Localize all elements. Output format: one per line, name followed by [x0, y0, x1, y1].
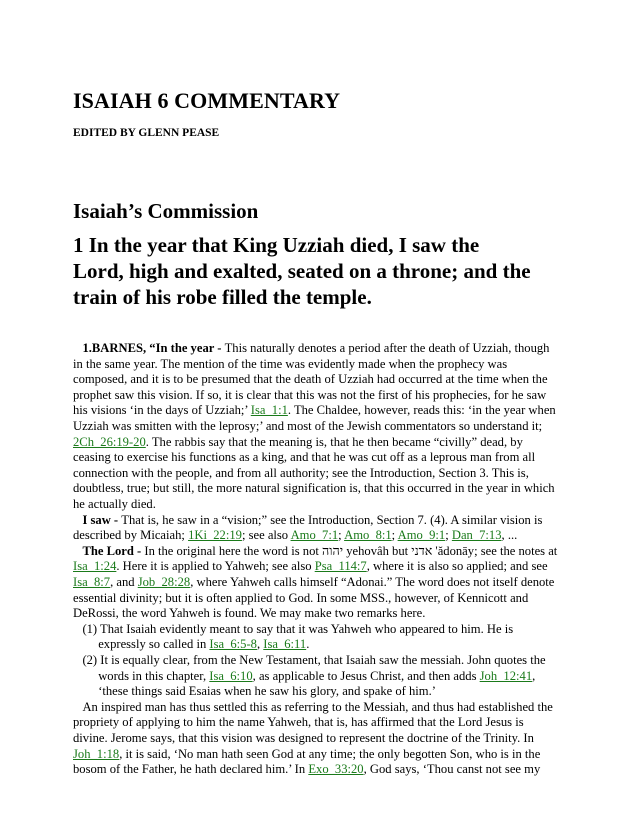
body-text-run: , God says, ‘Thou canst not see my	[363, 762, 541, 777]
body-line	[73, 653, 546, 668]
body-line	[73, 731, 534, 746]
document-title: ISAIAH 6 COMMENTARY	[73, 88, 341, 113]
scripture-link[interactable]: Isa_6:10	[209, 668, 253, 683]
body-line	[73, 762, 540, 777]
body-text-run: .	[306, 637, 310, 652]
body-text-run: (1) That Isaiah evidently meant to say that it was Yahweh who appeared to him. He is	[73, 621, 514, 636]
body-line	[73, 357, 507, 372]
comment-lemma: The Lord -	[73, 543, 145, 558]
body-line	[73, 637, 309, 652]
scripture-link[interactable]: Amo_9:1	[397, 528, 446, 543]
body-line	[73, 450, 535, 465]
body-text-run: ‘these things said Esaias when he saw his glory, and spake of him.’	[73, 684, 436, 699]
body-line	[73, 575, 554, 590]
body-text-run: ,	[532, 668, 536, 683]
body-text-run: connection with the people, and from all authority; see the Introduction, Section 3. This is,	[73, 465, 529, 480]
body-text-run: expressly so called in	[73, 637, 210, 652]
body-line	[73, 419, 542, 434]
body-text-run: ;	[338, 528, 345, 543]
body-text-run: doubtless, true; but still, the more natural signification is, that this occurred in the year in which	[73, 481, 555, 496]
body-text-run: in the same year. The mention of the time was evidently made when the prophecy was	[73, 356, 508, 371]
body-line	[73, 435, 523, 450]
scripture-link[interactable]: Isa_8:7	[73, 575, 111, 589]
body-text-run: This naturally denotes a period after the death of Uzziah, though	[224, 341, 550, 355]
body-line	[73, 700, 553, 715]
body-line	[73, 606, 425, 621]
body-text-run: That is, he saw in a “vision;” see the Introduction, Section 7. (4). A similar vision is	[121, 512, 543, 527]
body-line	[73, 497, 156, 512]
body-line	[73, 388, 546, 403]
body-text-run: composed, and it is to be presumed that the death of Uzziah had occurred at the time when the	[73, 372, 548, 387]
scripture-link[interactable]: Joh_1:18	[73, 746, 120, 761]
body-line	[73, 466, 529, 481]
scripture-link[interactable]: Dan_7:13	[451, 528, 502, 543]
body-line	[73, 684, 436, 699]
body-text-run: An inspired man has thus settled this as referring to the Messiah, and thus had established the	[73, 699, 553, 714]
body-line	[73, 544, 557, 559]
body-line	[73, 622, 513, 637]
body-line	[73, 528, 517, 543]
scripture-link[interactable]: Joh_12:41	[479, 668, 533, 683]
body-line	[73, 669, 535, 684]
body-text-run: In the original here the word is not יהוה yehovâh but אדני 'ădonāy; see the notes at	[144, 543, 558, 558]
body-text-run: . Here it is applied to Yahweh; see also	[116, 559, 315, 574]
body-text-run: bosom of the Father, he hath declared him.’ In	[73, 762, 309, 777]
comment-lemma: I saw -	[73, 512, 122, 527]
body-text-run: , it is said, ‘No man hath seen God at any time; the only begotten Son, who is in the	[119, 746, 541, 761]
scripture-link[interactable]: Exo_33:20	[308, 762, 364, 777]
verse-line: 1 In the year that King Uzziah died, I saw the	[73, 233, 480, 257]
body-text-run: his visions ‘in the days of Uzziah;’	[73, 403, 251, 418]
body-text-run: divine. Jerome says, that this vision was designed to represent the doctrine of the Trinity. In	[73, 731, 534, 745]
body-text-run: words in this chapter,	[73, 668, 210, 683]
body-text-run: prophet saw this vision. If so, it is clear that this was not the first of his prophecies, for he saw	[73, 387, 547, 402]
body-text-run: . The Chaldee, however, reads this: ‘in the year when	[287, 403, 556, 418]
body-text-run: ;	[445, 528, 452, 543]
body-text-run: described by Micaiah;	[73, 528, 189, 543]
body-line	[73, 715, 524, 730]
scripture-link[interactable]: Psa_114:7	[314, 559, 367, 574]
body-line	[73, 372, 548, 387]
scripture-link[interactable]: Job_28:28	[137, 575, 191, 589]
section-heading: Isaiah’s Commission	[73, 199, 259, 223]
body-line	[73, 403, 556, 418]
body-text-run: Uzziah was smitten with the leprosy;’ and most of the Jewish commentators so understand it;	[73, 419, 543, 433]
body-line	[73, 513, 542, 528]
scripture-link[interactable]: Amo_7:1	[290, 528, 339, 543]
body-line	[73, 341, 549, 356]
body-text-run: , where Yahweh calls himself “Adonai.” The word does not itself denote	[190, 575, 555, 589]
scripture-link[interactable]: Isa_6:11	[263, 637, 307, 652]
editor-credit: EDITED BY GLENN PEASE	[73, 127, 220, 139]
body-text-run: (2) It is equally clear, from the New Testament, that Isaiah saw the messiah. John quotes the	[73, 653, 546, 667]
scripture-link[interactable]: Isa_6:5-8	[209, 637, 257, 652]
body-text-run: ,	[256, 637, 264, 652]
scripture-link[interactable]: 1Ki_22:19	[188, 528, 242, 543]
body-text-run: , ...	[501, 528, 518, 543]
body-line	[73, 747, 540, 762]
scripture-link[interactable]: Amo_8:1	[344, 528, 392, 543]
body-line	[73, 481, 555, 496]
body-text-run: ; see also	[241, 528, 291, 543]
body-text-run: , where it is also so applied; and see	[366, 559, 548, 574]
body-text-run: . The rabbis say that the meaning is, that he then became “civilly” dead, by	[145, 434, 523, 449]
body-text-run: propriety of applying to him the name Yahweh, that is, has affirmed that the Lord Jesus is	[73, 715, 524, 730]
body-text-run: , as applicable to Jesus Christ, and then adds	[252, 668, 480, 683]
body-text-run: , and	[110, 575, 138, 589]
scripture-link[interactable]: Isa_1:1	[250, 403, 288, 418]
body-text-run: he actually died.	[73, 497, 156, 511]
comment-lemma: 1.BARNES, “In the year -	[73, 341, 225, 355]
scripture-link[interactable]: 2Ch_26:19-20	[73, 434, 146, 449]
body-line	[73, 559, 548, 574]
verse-line: train of his robe filled the temple.	[73, 285, 372, 309]
scripture-link[interactable]: Isa_1:24	[73, 559, 117, 574]
body-line	[73, 591, 528, 606]
body-text-run: ceasing to exercise his functions as a king, and that he was cut off as a leprous man from all	[73, 450, 536, 465]
body-text-run: ;	[391, 528, 398, 543]
body-text-run: DeRossi, the word Yahweh is found. We may make two remarks here.	[73, 606, 426, 621]
body-text-run: essential divinity; but it is often applied to God. In some MSS., however, of Kennicott and	[73, 590, 529, 605]
verse-line: Lord, high and exalted, seated on a throne; and the	[73, 259, 531, 283]
